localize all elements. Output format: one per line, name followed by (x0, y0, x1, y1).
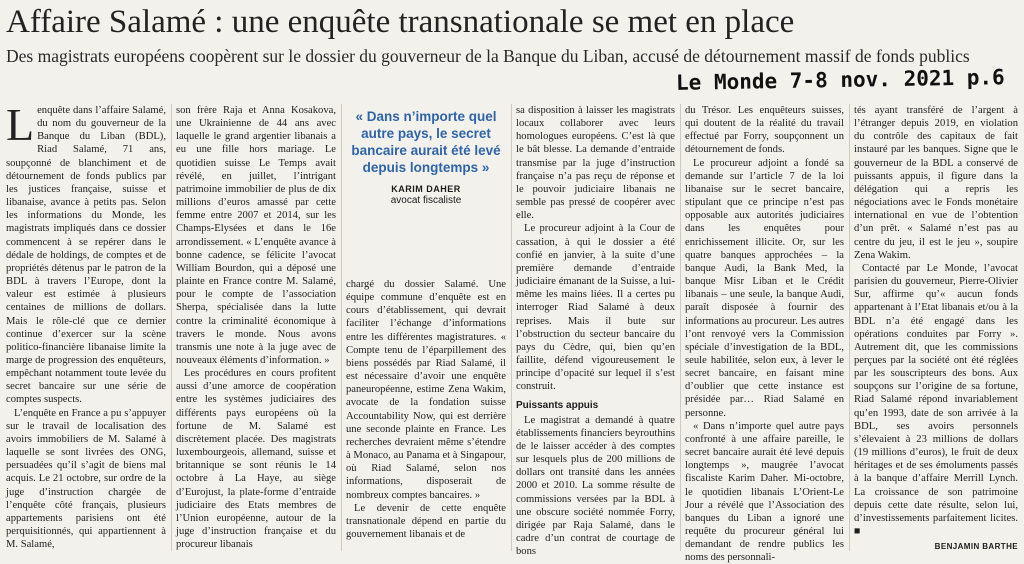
column-rule (849, 104, 850, 551)
article-column-2 (176, 104, 336, 553)
handwritten-source-note: Le Monde 7-8 nov. 2021 p.6 (675, 65, 1005, 95)
article-column-3 (346, 278, 506, 553)
paragraph: « Dans n’importe quel autre pays confronté à une affaire pareille, le secret bancaire aurait été levé depuis longtemps », maugrée l’avocat fiscaliste Karim Daher. Mi-octobre, le quotidien libanais L’Orient-Le Jour a révélé que l’Association des banques du Liban a ignoré une requête du procureur général lui demandant de rendre publics les noms des personnali- (685, 420, 844, 564)
article-column-6 (854, 104, 1018, 553)
paragraph: Le procureur adjoint a fondé sa demande sur l’article 7 de la loi libanaise sur le secret bancaire, stipulant que ce principe n’est pas opposable aux autorités judiciaires dans les enquêtes pour enrichissement illicite. Or, sur les quatre banques approchées – la banque Audi, la Bank Med, la banque Misr Liban et le Crédit libanais – une seule, la banque Audi, paraît disposée à fournir des informations au procureur. Les autres l’ont renvoyé vers la Commission spéciale d’investigation de la BDL, seule habilitée, selon eux, à lever le secret bancaire, en faisant mine d’oublier que cette instance est présidée par… Riad Salamé en personne. (685, 157, 844, 419)
paragraph: Le devenir de cette enquête transnationale dépend en partie du gouvernement libanais et de (346, 502, 506, 540)
article-column-5 (685, 104, 844, 564)
paragraph: Le procureur adjoint à la Cour de cassation, à qui le dossier a été confié en janvier, à la suite d’une première demande d’entraide judiciaire émanant de la Suisse, a lui-même les mains liées. Il a certes pu interroger Riad Salamé à deux reprises. Mais il bute sur l’obstruction du secteur bancaire du pays du Cèdre, qui, bien qu’en faillite, défend vigoureusement le principe d’opacité sur lequel il s’est construit. (516, 223, 675, 393)
paragraph: tés ayant transféré de l’argent à l’étranger depuis 2019, en violation du contrôle des capitaux de fait instauré par les banques. Signe que le gouverneur de la BDL a conservé de puissants appuis, il figure dans la délégation qui a repris les négociations avec le Fonds monétaire international en vue de l’obtention d’un prêt. « Salamé n’est pas au centre du jeu, il est le jeu », soupire Zena Wakim. (854, 105, 1018, 261)
column-rule (511, 104, 512, 551)
article-column-1 (6, 99, 166, 553)
section-intertitle: Puissants appuis (516, 400, 599, 412)
drop-cap: L (6, 99, 35, 150)
pull-quote-text: « Dans n’importe quel autre pays, le secret bancaire aurait été levé depuis longtemps » (351, 109, 501, 175)
paragraph: L’enquête en France a pu s’appuyer sur le travail de localisation des avoirs immobiliers de M. Salamé à laquelle se sont livrées des ONG, persuadées qu’il s’agit de biens mal acquis. Le 21 octobre, sur ordre de la juge d’instruction chargée de l’enquête côté français, plusieurs appartements parisiens ont été perquisitionnés, qui appartiennent à M. Salamé, (6, 407, 166, 551)
pull-quote-author: KARIM DAHER (391, 184, 461, 194)
byline: BENJAMIN BARTHE (934, 542, 1018, 552)
paragraph: chargé du dossier Salamé. Une équipe commune d’enquête est en cours d’établissement, qui devrait faciliter l’échange d’informations entre les différentes magistratures. « Compte tenu de l’éparpillement des biens possédés par Riad Salamé, il est nécessaire d’avoir une enquête paneuropéenne, estime Zena Wakim, avocate de la fondation suisse Accountability Now, qui est derrière une seconde plainte en France. Les recherches devraient même s’étendre à Monaco, au Panama et à Singapour, où Riad Salamé, selon nos informations, disposerait de nombreux comptes bancaires. » (346, 279, 506, 501)
column-rule (680, 104, 681, 551)
paragraph: Le magistrat a demandé à quatre établissements financiers beyrouthins de le laisser accéder à des comptes sur lesquels plus de 200 millions de dollars ont transité dans les années 2000 et 2010. La somme résulte de commissions versées par la BDL à une obscure société nommée Forry, dirigée par Raja Salamé, dans le cadre d’un contrat de courtage de bons (516, 414, 675, 558)
article-subhead: Des magistrats européens coopèrent sur le dossier du gouverneur de la Banque du Liban, accusé de détournement massif de fonds publics (6, 46, 970, 66)
pull-quote (344, 104, 508, 272)
paragraph: Contacté par Le Monde, l’avocat parisien du gouverneur, Pierre-Olivier Sur, affirme qu’« aucun fonds appartenant à l’Etat libanais et/ou à la BDL n’a été engagé dans les opérations conduites par Forry ». Autrement dit, que les commissions perçues par la société ont été réglées par les souscripteurs des bons. Aux soupçons sur l’origine de sa fortune, Riad Salamé répond invariablement qu’en 1993, date de son arrivée à la BDL, ses avoirs personnels s’élevaient à 23 millions de dollars (19 millions d’euros), le fruit de deux héritages et de ses émoluments passés à la banque d’affaire Merrill Lynch. La croissance de son patrimoine depuis cette date résulte, selon lui, d’investissements parfaitement licites. ■ (854, 262, 1018, 537)
column-rule (341, 104, 342, 551)
column-rule (171, 104, 172, 551)
paragraph: Lenquête dans l’affaire Salamé, du nom du gouverneur de la Banque du Liban (BDL), Riad Salamé, 71 ans, soupçonné de blanchiment et de détournement de fonds publics par les justices française, suisse et libanaise, avance à petits pas. Selon les informations du Monde, les magistrats impliqués dans ce dossier commencent à se repérer dans le dédale de holdings, de comptes et de propriétés détenus par le patron de la BDL à travers l’Europe, dont la valeur est estimée à plusieurs centaines de millions de dollars. Mais le rôle-clé que ce dernier continue d’exercer sur la scène politico-financière libanaise limite la marge de progression des enquêteurs, empêchant notamment toute levée du secret bancaire sur une série de comptes suspects. (6, 99, 166, 406)
paragraph: son frère Raja et Anna Kosakova, une Ukrainienne de 44 ans avec laquelle le grand argentier libanais a eu une fille hors mariage. Le quotidien suisse Le Temps avait révélé, en juillet, l’intrigant patrimoine immobilier de plus de dix millions d’euros amassé par cette femme entre 2007 et 2014, sur les Champs-Elysées et dans le 16e arrondissement. « L’enquête avance à bonne cadence, se félicite l’avocat William Bourdon, qui a déposé une plainte en France contre M. Salamé, pour le compte de l’association Sherpa, spécialisée dans la lutte contre la criminalité économique à travers le monde. Nous avons transmis une note à la juge avec de nouveaux éléments d’information. » (176, 105, 336, 366)
article-headline: Affaire Salamé : une enquête transnationale se met en place (6, 4, 795, 40)
paragraph: Les procédures en cours profitent aussi d’une amorce de coopération entre les systèmes judiciaires des différents pays européens où la fortune de M. Salamé est discrètement placée. Des magistrats luxembourgeois, allemand, suisse et britannique se sont réunis le 14 octobre à La Haye, au siège d’Eurojust, la plate-forme d’entraide judiciaire des Etats membres de l’Union européenne, autour de la juge d’instruction française et du procureur libanais (176, 368, 336, 551)
article-column-4 (516, 104, 675, 558)
paragraph: du Trésor. Les enquêteurs suisses, qui doutent de la réalité du travail effectué par Forry, soupçonnent un détournement de fonds. (685, 105, 844, 156)
pull-quote-role: avocat fiscaliste (390, 195, 462, 206)
paragraph: sa disposition à laisser les magistrats locaux collaborer avec leurs homologues européens. C’est là que le bât blesse. La demande d’entraide transmise par la juge d’instruction française n’a pas reçu de réponse et le pouvoir judiciaire libanais ne semble pas pressé de coopérer avec elle. (516, 105, 675, 222)
